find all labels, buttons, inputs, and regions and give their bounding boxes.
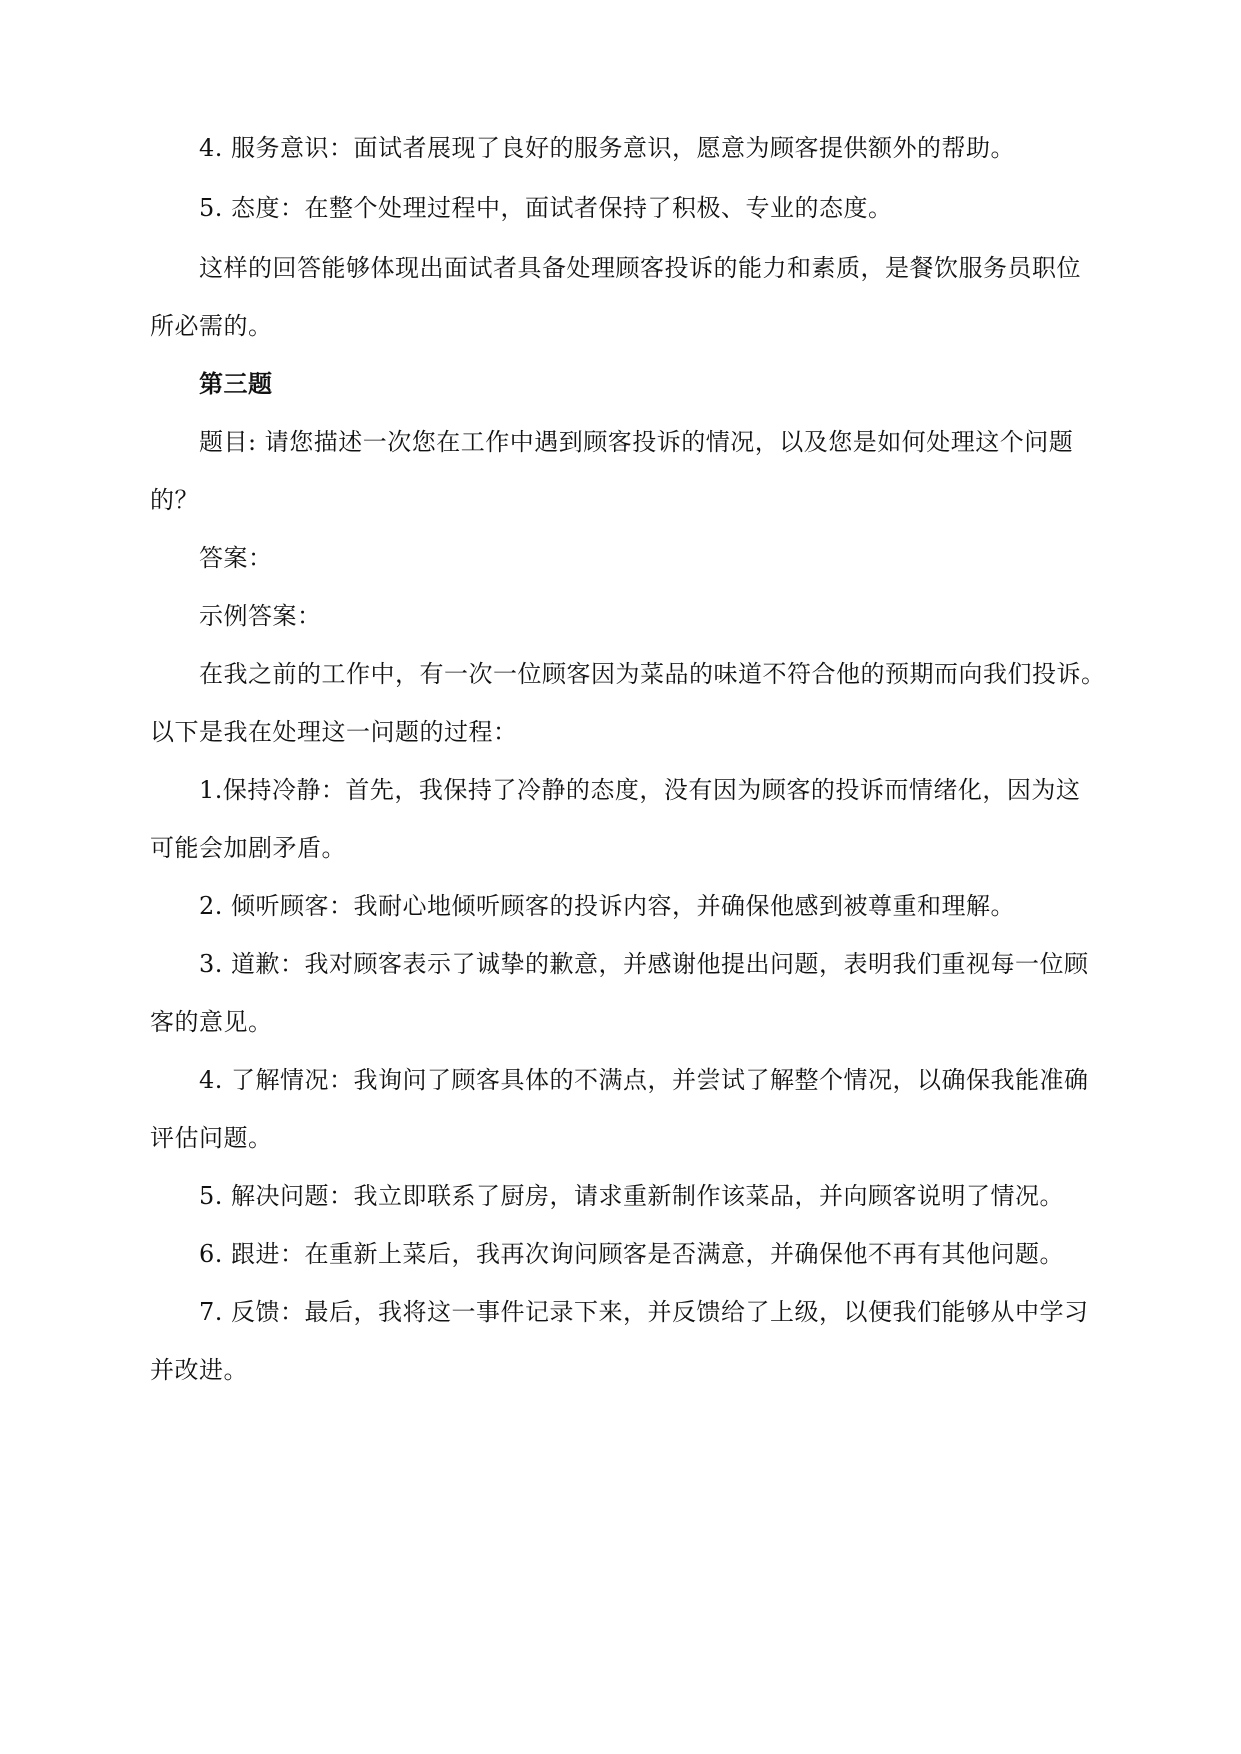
step-2-line-1: 2. 倾听顾客：我耐心地倾听顾客的投诉内容，并确保他感到被尊重和理解。 xyxy=(199,892,1016,920)
prev-item-5: 5. 态度：在整个处理过程中，面试者保持了积极、专业的态度。 xyxy=(199,194,893,222)
step-1-line-1: 1.保持冷静：首先，我保持了冷静的态度，没有因为顾客的投诉而情绪化，因为这 xyxy=(199,776,1081,804)
step-4-line-1: 4. 了解情况：我询问了顾客具体的不满点，并尝试了解整个情况，以确保我能准确 xyxy=(199,1066,1089,1094)
question-line-1: 题目: 请您描述一次您在工作中遇到顾客投诉的情况，以及您是如何处理这个问题 xyxy=(199,428,1074,456)
section-title: 第三题 xyxy=(199,370,273,398)
prev-item-4: 4. 服务意识：面试者展现了良好的服务意识，愿意为顾客提供额外的帮助。 xyxy=(199,134,1016,162)
example-answer-label: 示例答案： xyxy=(199,602,322,630)
step-3-line-1: 3. 道歉：我对顾客表示了诚挚的歉意，并感谢他提出问题，表明我们重视每一位顾 xyxy=(199,950,1089,978)
summary-paragraph-line-1: 这样的回答能够体现出面试者具备处理顾客投诉的能力和素质，是餐饮服务员职位 xyxy=(199,254,1081,282)
step-4-line-2: 评估问题。 xyxy=(150,1124,273,1152)
intro-line-2: 以下是我在处理这一问题的过程： xyxy=(150,718,518,746)
step-7-line-1: 7. 反馈：最后，我将这一事件记录下来，并反馈给了上级，以便我们能够从中学习 xyxy=(199,1298,1089,1326)
question-line-2: 的？ xyxy=(150,486,199,514)
step-3-line-2: 客的意见。 xyxy=(150,1008,273,1036)
step-6-line-1: 6. 跟进：在重新上菜后，我再次询问顾客是否满意，并确保他不再有其他问题。 xyxy=(199,1240,1065,1268)
step-1-line-2: 可能会加剧矛盾。 xyxy=(150,834,346,862)
step-7-line-2: 并改进。 xyxy=(150,1356,248,1384)
summary-paragraph-line-2: 所必需的。 xyxy=(150,312,273,340)
intro-line-1: 在我之前的工作中，有一次一位顾客因为菜品的味道不符合他的预期而向我们投诉。 xyxy=(199,660,1106,688)
step-5-line-1: 5. 解决问题：我立即联系了厨房，请求重新制作该菜品，并向顾客说明了情况。 xyxy=(199,1182,1065,1210)
answer-label: 答案： xyxy=(199,544,273,572)
